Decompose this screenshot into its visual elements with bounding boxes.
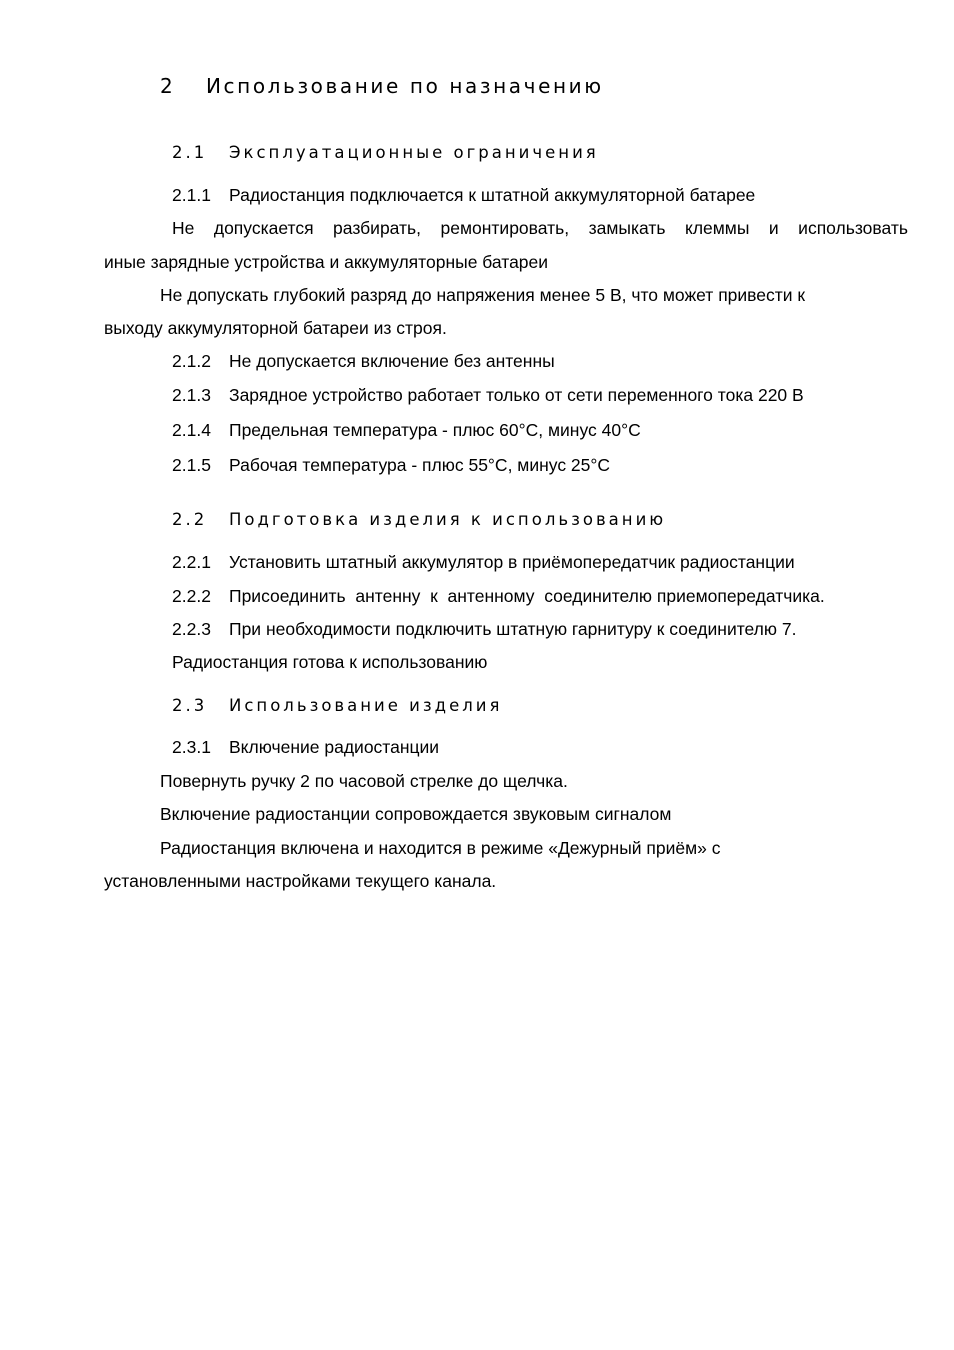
item-number: 2.2.3 xyxy=(172,619,211,639)
paragraph-line: установленными настройками текущего канала. xyxy=(104,871,497,891)
subsection-title: Эксплуатационные ограничения xyxy=(229,143,599,162)
section-number: 2 xyxy=(160,74,176,98)
item-text: Включение радиостанции xyxy=(229,737,440,757)
paragraph-line: Повернуть ручку 2 по часовой стрелке до щелчка. xyxy=(160,771,568,791)
paragraph-line: иные зарядные устройства и аккумуляторные батареи xyxy=(104,252,549,272)
paragraph-line: выходу аккумуляторной батареи из строя. xyxy=(104,318,447,338)
item-number: 2.3.1 xyxy=(172,737,211,757)
subsection-number: 2.3 xyxy=(172,696,208,715)
item-text: При необходимости подключить штатную гарнитуру к соединителю 7. xyxy=(229,619,797,639)
item-number: 2.2.2 xyxy=(172,586,211,606)
item-text: Зарядное устройство работает только от сети переменного тока 220 В xyxy=(229,385,804,405)
paragraph-line: Не допускать глубокий разряд до напряжения менее 5 В, что может привести к xyxy=(160,285,806,305)
subsection-title: Подготовка изделия к использованию xyxy=(229,510,667,529)
item-text: Радиостанция подключается к штатной аккумуляторной батарее xyxy=(229,185,756,205)
item-text: Присоединить антенну к антенному соединителю приемопередатчика. xyxy=(229,586,825,606)
paragraph-line: Радиостанция включена и находится в режиме «Дежурный приём» с xyxy=(160,838,721,858)
item-number: 2.1.3 xyxy=(172,385,211,405)
item-number: 2.2.1 xyxy=(172,552,211,572)
paragraph-line: Радиостанция готова к использованию xyxy=(172,652,488,672)
subsection-number: 2.2 xyxy=(172,510,208,529)
item-text: Установить штатный аккумулятор в приёмопередатчик радиостанции xyxy=(229,552,795,572)
item-text: Предельная температура - плюс 60°С, минус 40°С xyxy=(229,420,641,440)
item-number: 2.1.5 xyxy=(172,455,211,475)
paragraph-line: Включение радиостанции сопровождается звуковым сигналом xyxy=(160,804,672,824)
subsection-title: Использование изделия xyxy=(229,696,503,715)
paragraph-line: Не допускается разбирать, ремонтировать, замыкать клеммы и использовать xyxy=(172,218,908,238)
item-number: 2.1.2 xyxy=(172,351,211,371)
item-text: Рабочая температура - плюс 55°С, минус 25°С xyxy=(229,455,611,475)
subsection-number: 2.1 xyxy=(172,143,208,162)
item-number: 2.1.4 xyxy=(172,420,211,440)
section-title: Использование по назначению xyxy=(206,74,604,98)
item-number: 2.1.1 xyxy=(172,185,211,205)
item-text: Не допускается включение без антенны xyxy=(229,351,555,371)
